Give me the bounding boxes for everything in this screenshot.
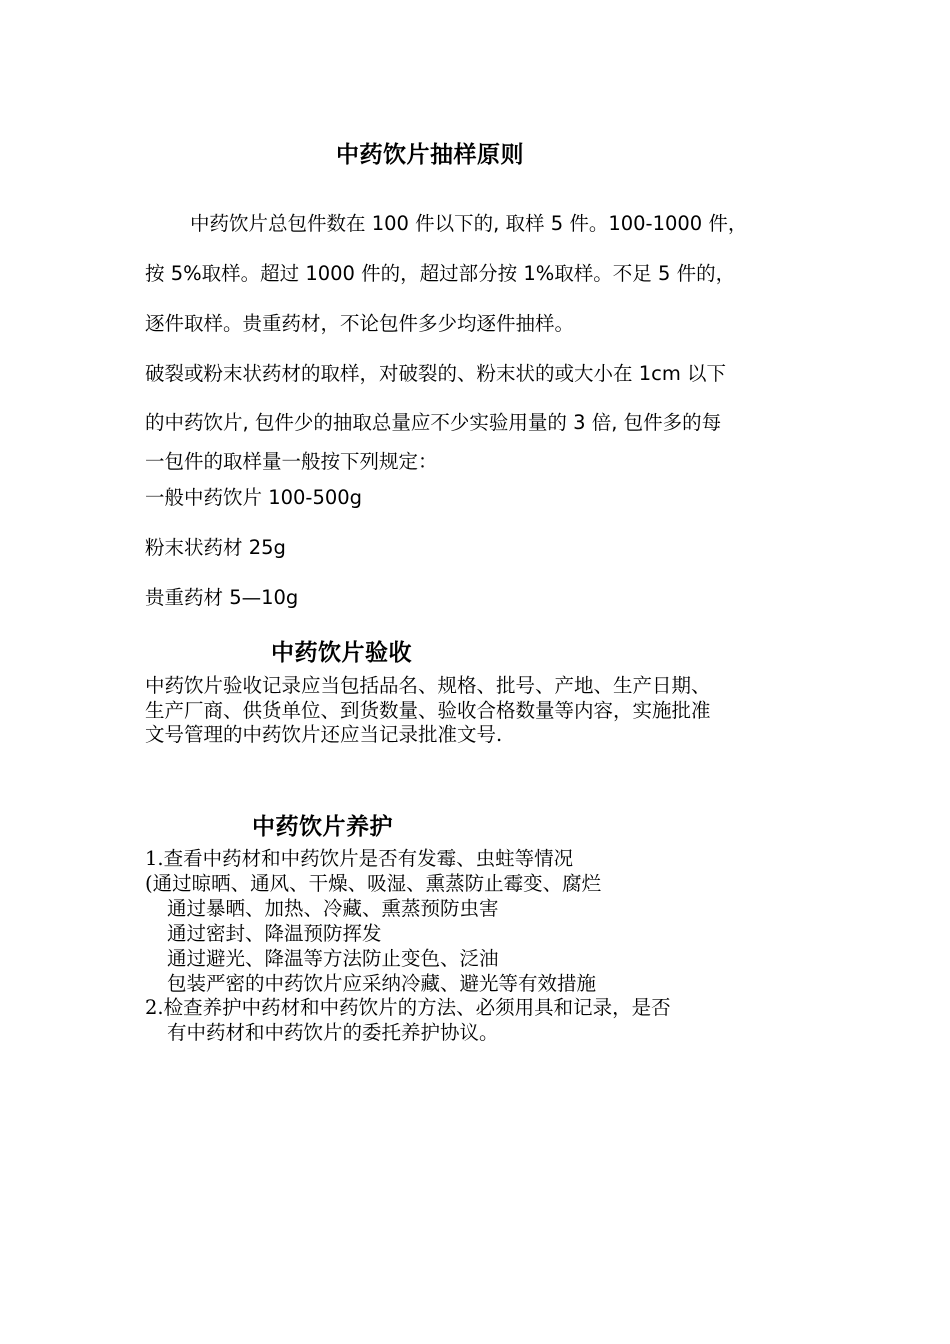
maintenance-line: 2.检查养护中药材和中药饮片的方法、必须用具和记录，是否 [145,996,671,1019]
sampling-line: 的中药饮片, 包件少的抽取总量应不少实验用量的 3 倍, 包件多的每 [145,411,722,434]
maintenance-line: (通过晾晒、通风、干燥、吸湿、熏蒸防止霉变、腐烂 [145,872,602,895]
sampling-spec-general: 一般中药饮片 100-500g [145,486,363,509]
sampling-title: 中药饮片抽样原则 [336,142,524,168]
sampling-line: 中药饮片总包件数在 100 件以下的, 取样 5 件。100-1000 件， [190,212,748,235]
sampling-line: 逐件取样。贵重药材，不论包件多少均逐件抽样。 [145,312,575,335]
acceptance-line: 生产厂商、供货单位、到货数量、验收合格数量等内容，实施批准 [145,699,711,722]
sampling-spec-powder: 粉末状药材 25g [145,536,286,559]
sampling-line: 一包件的取样量一般按下列规定： [145,450,438,473]
maintenance-line: 通过避光、降温等方法防止变色、泛油 [167,947,499,970]
maintenance-line: 包装严密的中药饮片应采纳冷藏、避光等有效措施 [167,972,597,995]
sampling-line: 按 5%取样。超过 1000 件的，超过部分按 1%取样。不足 5 件的， [145,262,736,285]
maintenance-line: 有中药材和中药饮片的委托养护协议。 [167,1021,499,1044]
maintenance-title: 中药饮片养护 [252,813,393,840]
maintenance-line: 通过暴晒、加热、冷藏、熏蒸预防虫害 [167,897,499,920]
maintenance-line: 通过密封、降温预防挥发 [167,922,382,945]
acceptance-line: 文号管理的中药饮片还应当记录批准文号. [145,723,503,746]
maintenance-line: 1.查看中药材和中药饮片是否有发霉、虫蛀等情况 [145,847,574,870]
sampling-line: 破裂或粉末状药材的取样，对破裂的、粉末状的或大小在 1cm 以下 [145,362,727,385]
sampling-spec-precious: 贵重药材 5—10g [145,586,299,609]
acceptance-title: 中药饮片验收 [271,640,412,666]
acceptance-line: 中药饮片验收记录应当包括品名、规格、批号、产地、生产日期、 [145,674,711,697]
